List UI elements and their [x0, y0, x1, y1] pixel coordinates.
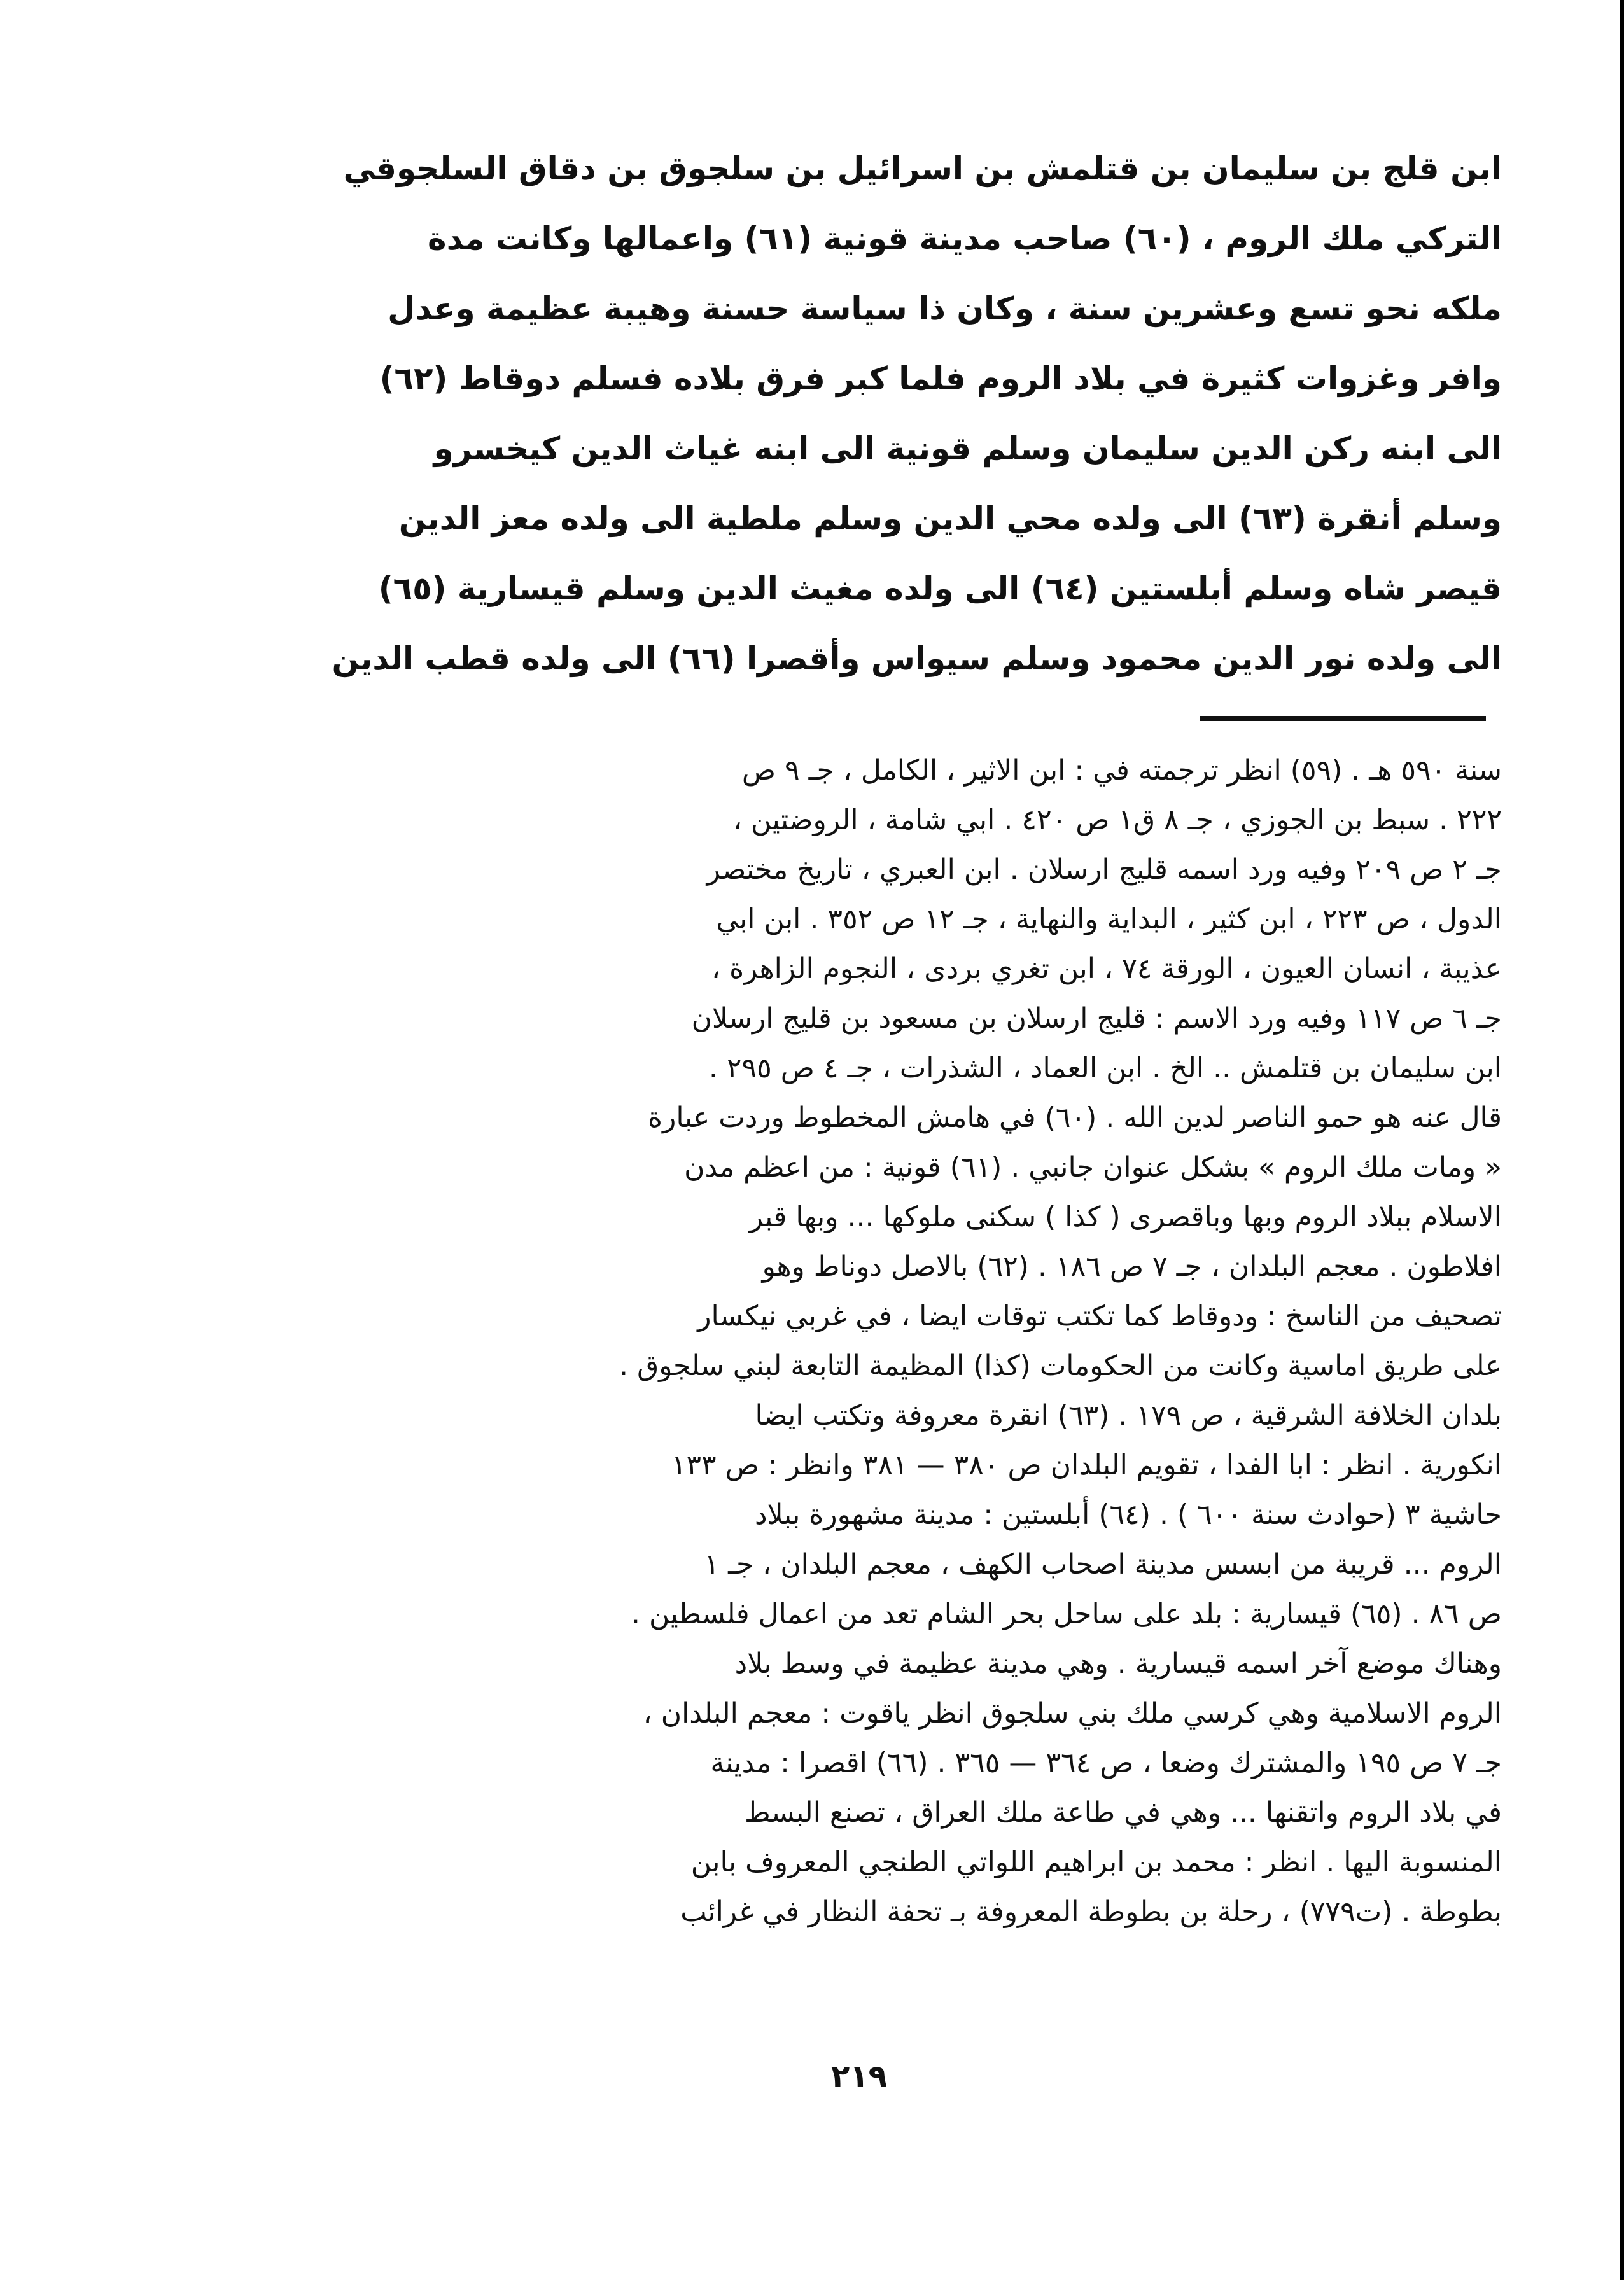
footnote-line: سنة ٥٩٠ هـ . (٥٩) انظر ترجمته في : ابن الاثير ، الكامل ، جـ ٩ ص: [741, 754, 1502, 787]
main-text-block: [332, 134, 1502, 694]
main-text-line: ملكه نحو تسع وعشرين سنة ، وكان ذا سياسة حسنة وهيبة عظيمة وعدل: [388, 290, 1502, 327]
main-text-line: ابن قلج بن سليمان بن قتلمش بن اسرائيل بن سلجوق بن دقاق السلجوقي: [343, 150, 1502, 187]
footnote-line: ٢٢٢ . سبط بن الجوزي ، جـ ٨ ق١ ص ٤٢٠ . ابي شامة ، الروضتين ،: [732, 804, 1502, 836]
footnote-line: قال عنه هو حمو الناصر لدين الله . (٦٠) في هامش المخطوط وردت عبارة: [648, 1102, 1502, 1134]
footnote-line: تصحيف من الناسخ : ودوقاط كما تكتب توقات ايضا ، في غربي نيكسار: [697, 1300, 1502, 1332]
main-text-line: وافر وغزوات كثيرة في بلاد الروم فلما كبر فرق بلاده فسلم دوقاط (٦٢): [379, 360, 1502, 397]
footnote-line: عذيبة ، انسان العيون ، الورقة ٧٤ ، ابن تغري بردى ، النجوم الزاهرة ،: [711, 953, 1502, 985]
footnote-line: انكورية . انظر : ابا الفدا ، تقويم البلدان ص ٣٨٠ — ٣٨١ وانظر : ص ١٣٣: [671, 1449, 1502, 1481]
footnote-line: وهناك موضع آخر اسمه قيسارية . وهي مدينة عظيمة في وسط بلاد: [734, 1647, 1502, 1680]
footnote-line: الدول ، ص ٢٢٣ ، ابن كثير ، البداية والنهاية ، جـ ١٢ ص ٣٥٢ . ابن ابي: [716, 903, 1502, 935]
footnote-line: الاسلام ببلاد الروم وبها وباقصرى ( كذا ) سكنى ملوكها ... وبها قبر: [749, 1201, 1502, 1233]
footnote-line: على طريق اماسية وكانت من الحكومات (كذا) المظيمة التابعة لبني سلجوق .: [619, 1350, 1502, 1382]
footnote-line: الروم ... قريبة من ابسس مدينة اصحاب الكهف ، معجم البلدان ، جـ ١: [704, 1548, 1502, 1581]
main-text-line: الى ابنه ركن الدين سليمان وسلم قونية الى ابنه غياث الدين كيخسرو: [433, 430, 1502, 467]
main-text-line: قيصر شاه وسلم أبلستين (٦٤) الى ولده مغيث الدين وسلم قيسارية (٦٥): [378, 570, 1502, 607]
footnote-line: جـ ٧ ص ١٩٥ والمشترك وضعا ، ص ٣٦٤ — ٣٦٥ . (٦٦) اقصرا : مدينة: [710, 1747, 1502, 1779]
footnote-line: الروم الاسلامية وهي كرسي ملك بني سلجوق انظر ياقوت : معجم البلدان ،: [643, 1697, 1502, 1730]
footnotes-block: [337, 746, 1502, 1937]
footnote-line: بلدان الخلافة الشرقية ، ص ١٧٩ . (٦٣) انقرة معروفة وتكتب ايضا: [755, 1399, 1502, 1432]
footnote-line: افلاطون . معجم البلدان ، جـ ٧ ص ١٨٦ . (٦٢) بالاصل دوناط وهو: [762, 1250, 1502, 1283]
footnote-separator: [1200, 716, 1486, 721]
footnote-line: جـ ٦ ص ١١٧ وفيه ورد الاسم : قليج ارسلان بن مسعود بن قليج ارسلان: [691, 1002, 1502, 1035]
page-number: ٢١٩: [831, 2059, 887, 2094]
footnote-line: المنسوبة اليها . انظر : محمد بن ابراهيم اللواتي الطنجي المعروف بابن: [690, 1846, 1502, 1878]
footnote-line: ص ٨٦ . (٦٥) قيسارية : بلد على ساحل بحر الشام تعد من اعمال فلسطين .: [631, 1598, 1502, 1630]
footnote-line: ابن سليمان بن قتلمش .. الخ . ابن العماد ، الشذرات ، جـ ٤ ص ٢٩٥ .: [708, 1052, 1502, 1084]
main-text-line: التركي ملك الروم ، (٦٠) صاحب مدينة قونية (٦١) واعمالها وكانت مدة: [428, 220, 1502, 257]
footnote-line: حاشية ٣ (حوادث سنة ٦٠٠ ) . (٦٤) أبلستين : مدينة مشهورة ببلاد: [755, 1499, 1502, 1531]
footnote-line: جـ ٢ ص ٢٠٩ وفيه ورد اسمه قليج ارسلان . ابن العبري ، تاريخ مختصر: [706, 853, 1502, 886]
footnote-line: « ومات ملك الروم » بشكل عنوان جانبي . (٦١) قونية : من اعظم مدن: [684, 1151, 1502, 1184]
page-edge-border: [1620, 0, 1624, 2280]
main-text-line: وسلم أنقرة (٦٣) الى ولده محي الدين وسلم ملطية الى ولده معز الدين: [398, 500, 1502, 537]
footnote-line: في بلاد الروم واتقنها ... وهي في طاعة ملك العراق ، تصنع البسط: [745, 1796, 1502, 1829]
main-text-line: الى ولده نور الدين محمود وسلم سيواس وأقصرا (٦٦) الى ولده قطب الدين: [332, 640, 1502, 677]
footnote-line: بطوطة . (ت٧٧٩) ، رحلة بن بطوطة المعروفة بـ تحفة النظار في غرائب: [680, 1896, 1502, 1928]
